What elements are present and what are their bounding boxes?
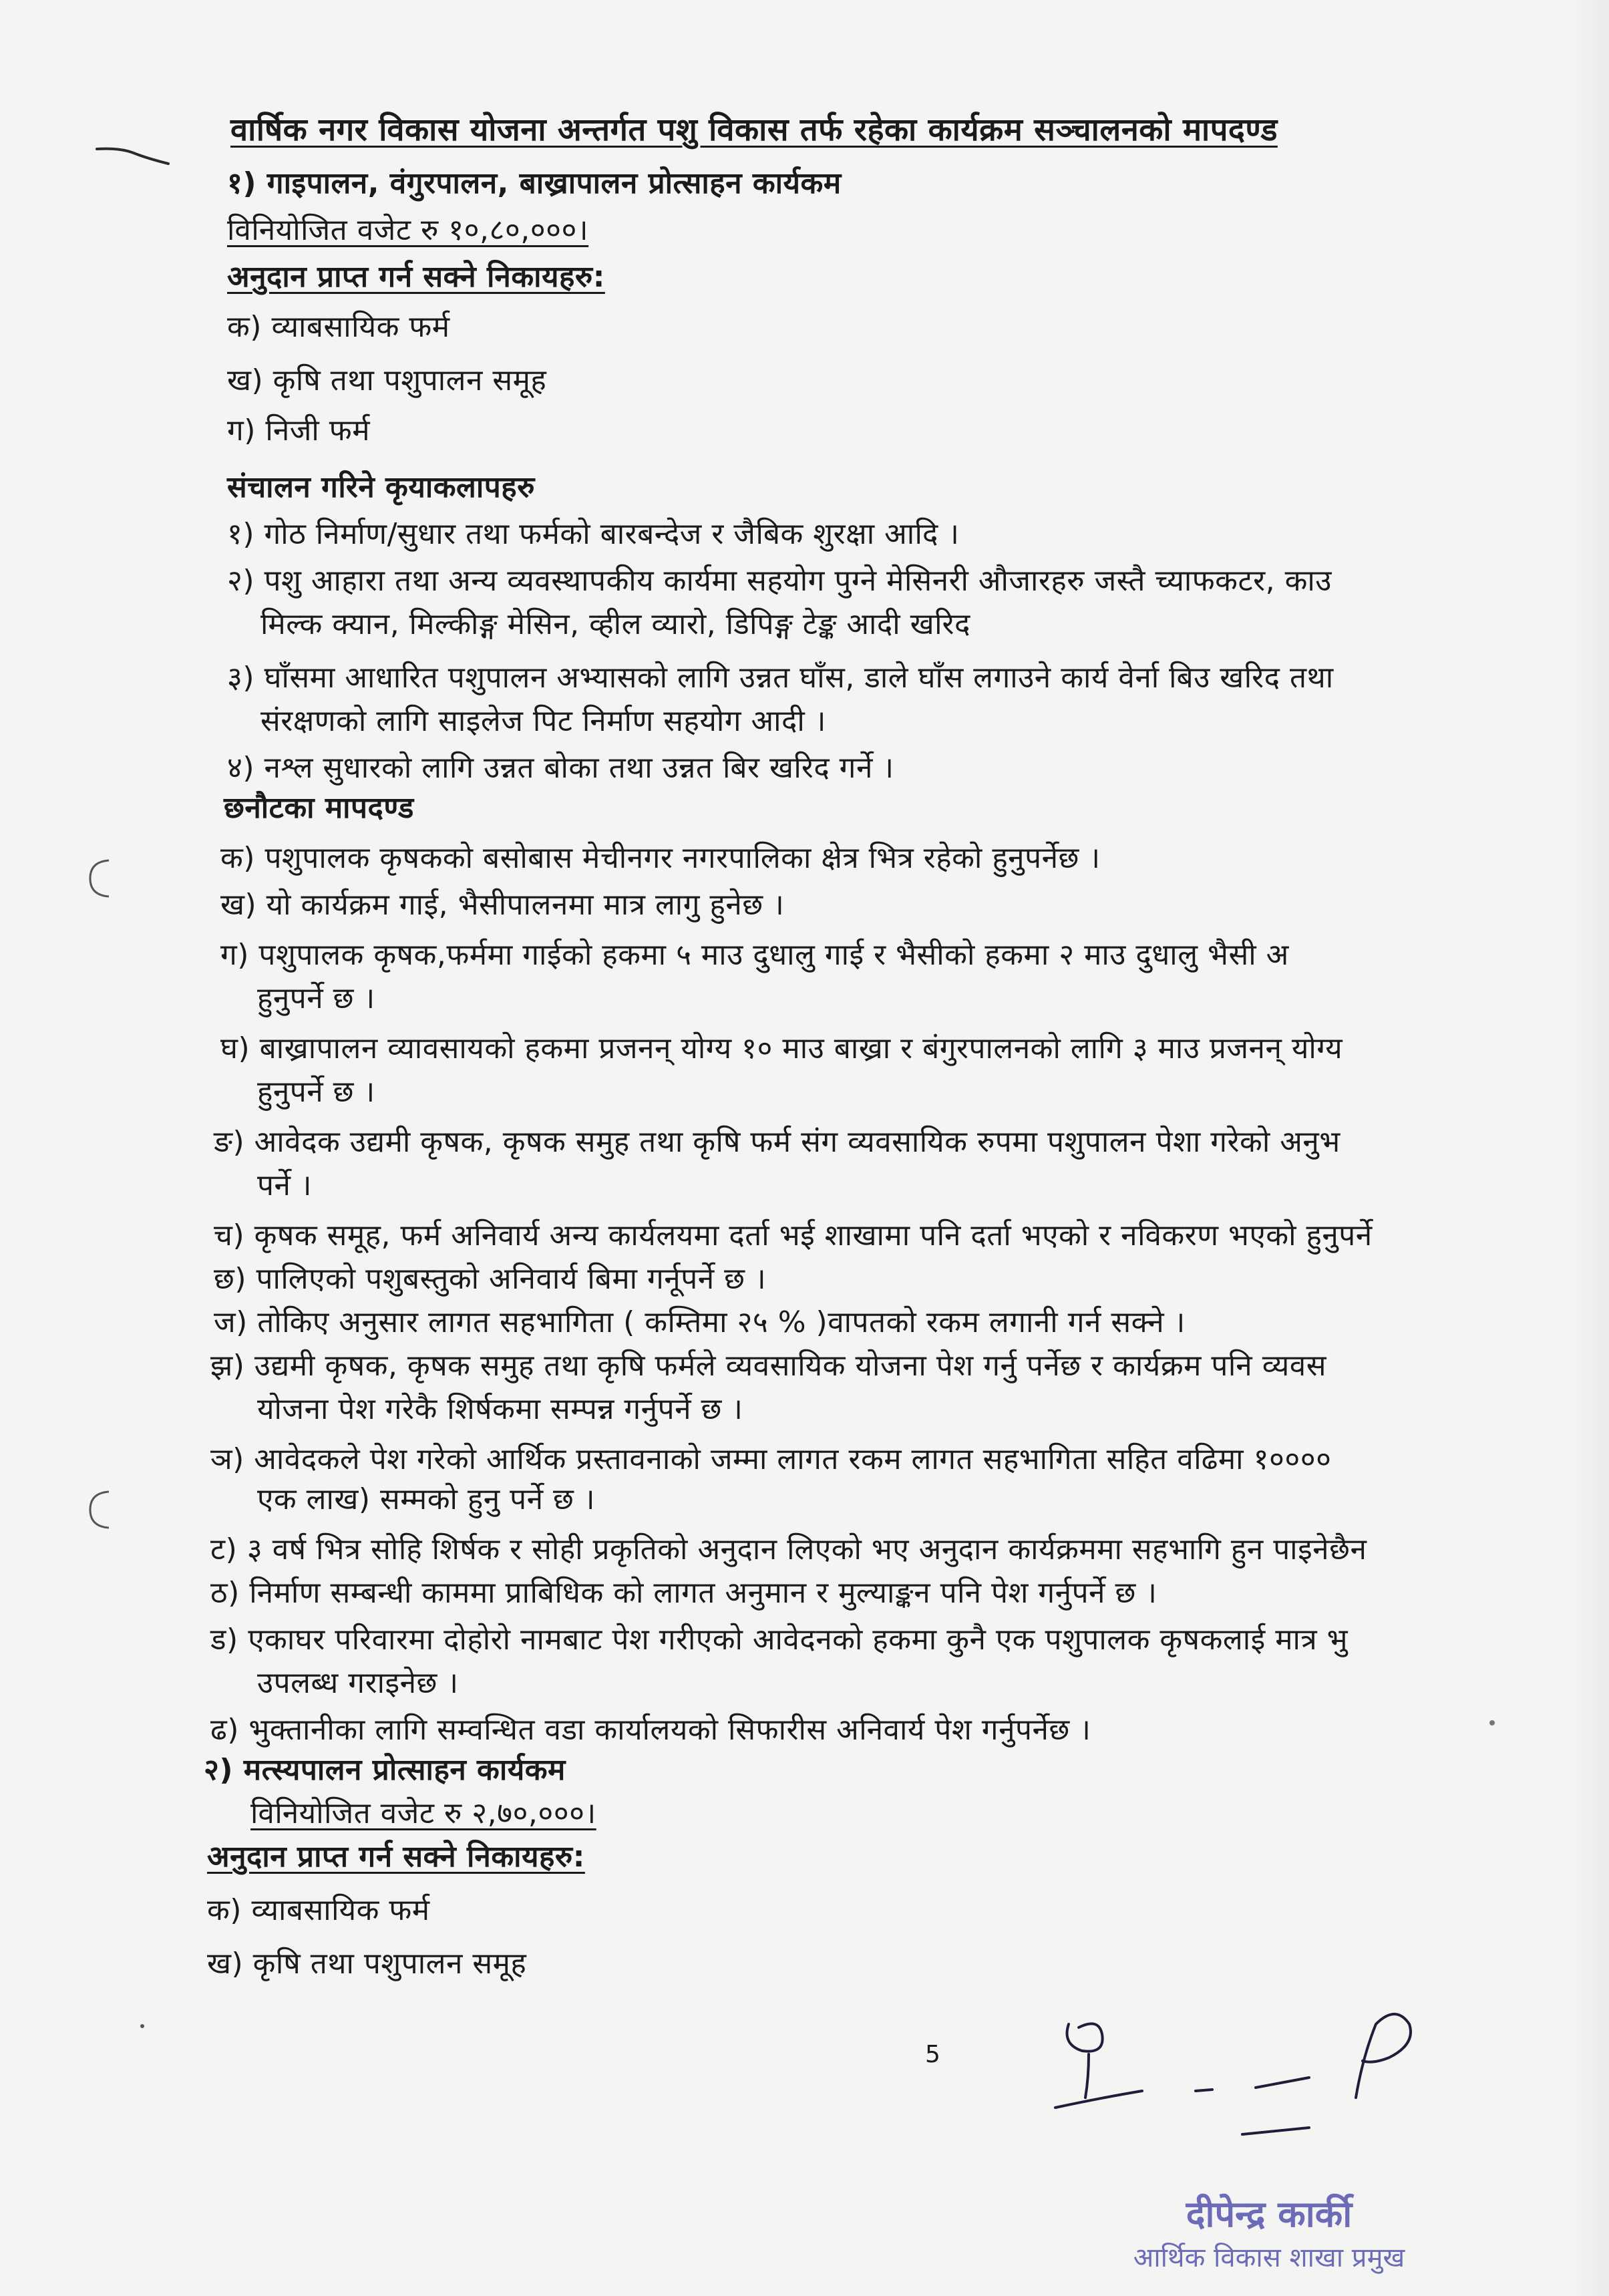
section2-eligible-heading: अनुदान प्राप्त गर्न सक्ने निकायहरु: (207, 1840, 585, 1874)
criteria-item: ड) एकाघर परिवारमा दोहोरो नामबाट पेश गरीएको आवेदनको हकमा कुनै एक पशुपालक कृषकलाई मात्र भु (210, 1623, 1349, 1657)
ink-speck (1489, 1720, 1495, 1726)
criteria-item-continued: योजना पेश गरेकै शिर्षकमा सम्पन्न गर्नुपर्ने छ । (257, 1392, 743, 1426)
criteria-item-continued: हुनुपर्ने छ । (257, 981, 375, 1015)
criteria-item: च) कृषक समूह, फर्म अनिवार्य अन्य कार्यलयमा दर्ता भई शाखामा पनि दर्ता भएको र नविकरण भएको हुनुपर्ने (214, 1218, 1373, 1253)
activity-item: २) पशु आहारा तथा अन्य व्यवस्थापकीय कार्यमा सहयोग पुग्ने मेसिनरी औजारहरु जस्तै च्याफकटर, काउ (227, 564, 1332, 598)
activity-item-continued: संरक्षणको लागि साइलेज पिट निर्माण सहयोग आदी । (260, 704, 826, 738)
page-number: 5 (925, 2041, 940, 2068)
punch-hole-mark-bottom (83, 1486, 117, 1533)
section1-heading: १) गाइपालन, वंगुरपालन, बाख्रापालन प्रोत्साहन कार्यकम (227, 166, 842, 200)
criteria-item-continued: उपलब्ध गराइनेछ । (257, 1666, 459, 1700)
criteria-item-continued: पर्ने । (257, 1168, 313, 1202)
criteria-item: घ) बाख्रापालन व्यावसायको हकमा प्रजनन् योग्य १० माउ बाख्रा र बंगुरपालनको लागि ३ माउ प्रजनन् योग्य (220, 1031, 1343, 1065)
criteria-item: ट) ३ वर्ष भित्र सोहि शिर्षक र सोही प्रकृतिको अनुदान लिएको भए अनुदान कार्यक्रममा सहभागि हुन पाइनेछैन (210, 1532, 1367, 1567)
stamp-title: आर्थिक विकास शाखा प्रमुख (1133, 2243, 1405, 2273)
section1-eligible-item: क) व्याबसायिक फर्म (227, 310, 450, 344)
handwritten-signature (1042, 1997, 1509, 2158)
punch-hole-mark-top (83, 855, 117, 902)
section2-budget: विनियोजित वजेट रु २,७०,०००। (250, 1796, 596, 1830)
criteria-item-continued: एक लाख) सम्मको हुनु पर्ने छ । (257, 1482, 596, 1516)
pen-mark (94, 137, 174, 170)
criteria-item: ठ) निर्माण सम्बन्धी काममा प्राबिधिक को लागत अनुमान र मुल्याङ्कन पनि पेश गर्नुपर्ने छ । (210, 1576, 1157, 1610)
criteria-heading: छनौटका मापदण्ड (224, 791, 414, 825)
activity-item: ४) नश्ल सुधारको लागि उन्नत बोका तथा उन्नत बिर खरिद गर्ने । (227, 751, 894, 785)
section2-heading: २) मत्स्यपालन प्रोत्साहन कार्यकम (204, 1753, 566, 1787)
criteria-item-continued: हुनुपर्ने छ । (257, 1075, 375, 1109)
section1-eligible-heading: अनुदान प्राप्त गर्न सक्ने निकायहरु: (227, 260, 605, 294)
page-edge-shadow (1569, 0, 1609, 2296)
criteria-item: ञ) आवेदकले पेश गरेको आर्थिक प्रस्तावनाको जम्मा लागत रकम लागत सहभागिता सहित वढिमा १०००० (210, 1442, 1332, 1476)
criteria-item: ग) पशुपालक कृषक,फर्ममा गाईको हकमा ५ माउ दुधालु गाई र भैसीको हकमा २ माउ दुधालु भैसी अ (220, 938, 1289, 972)
activity-item-continued: मिल्क क्यान, मिल्कीङ्ग मेसिन, व्हील व्यारो, डिपिङ्ग टेङ्क आदी खरिद (260, 607, 970, 641)
criteria-item: ढ) भुक्तानीका लागि सम्वन्धित वडा कार्यालयको सिफारीस अनिवार्य पेश गर्नुपर्नेछ । (210, 1713, 1091, 1747)
section1-activities-heading: संचालन गरिने कृयाकलापहरु (227, 470, 535, 504)
criteria-item: ख) यो कार्यक्रम गाई, भैसीपालनमा मात्र लागु हुनेछ । (220, 888, 785, 922)
official-stamp (1042, 2191, 1496, 2278)
section1-eligible-item: ग) निजी फर्म (227, 414, 371, 448)
stamp-name: दीपेन्द्र कार्की (1186, 2193, 1353, 2235)
document-title: वार्षिक नगर विकास योजना अन्तर्गत पशु विकास तर्फ रहेका कार्यक्रम सञ्चालनको मापदण्ड (230, 112, 1278, 148)
criteria-item: छ) पालिएको पशुबस्तुको अनिवार्य बिमा गर्नूपर्ने छ । (214, 1262, 767, 1296)
criteria-item: ङ) आवेदक उद्यमी कृषक, कृषक समुह तथा कृषि फर्म संग व्यवसायिक रुपमा पशुपालन पेशा गरेको अनुभ (214, 1125, 1340, 1159)
criteria-item: झ) उद्यमी कृषक, कृषक समुह तथा कृषि फर्मले व्यवसायिक योजना पेश गर्नु पर्नेछ र कार्यक्रम पनि व्यवस (210, 1349, 1326, 1383)
criteria-item: ज) तोकिए अनुसार लागत सहभागिता ( कम्तिमा २५ % )वापतको रकम लगानी गर्न सक्ने । (214, 1305, 1186, 1339)
section2-eligible-item: ख) कृषि तथा पशुपालन समूह (207, 1947, 527, 1981)
activity-item: १) गोठ निर्माण/सुधार तथा फर्मको बारबन्देज र जैबिक शुरक्षा आदि । (227, 517, 960, 551)
ink-speck (140, 2024, 144, 2028)
criteria-item: क) पशुपालक कृषकको बसोबास मेचीनगर नगरपालिका क्षेत्र भित्र रहेको हुनुपर्नेछ । (220, 841, 1101, 875)
section2-eligible-item: क) व्याबसायिक फर्म (207, 1893, 430, 1927)
section1-budget: विनियोजित वजेट रु १०,८०,०००। (227, 213, 589, 247)
activity-item: ३) घाँसमा आधारित पशुपालन अभ्यासको लागि उन्नत घाँस, डाले घाँस लगाउने कार्य वेर्ना बिउ खरिद तथा (227, 661, 1334, 695)
section1-eligible-item: ख) कृषि तथा पशुपालन समूह (227, 363, 547, 397)
